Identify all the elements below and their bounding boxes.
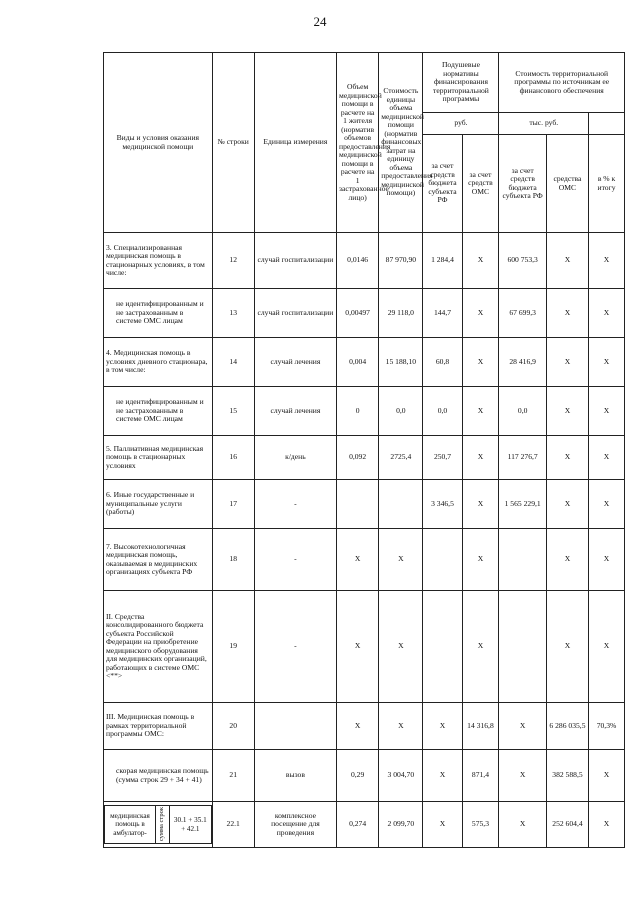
row-pc-oms: 871,4 [462,750,499,802]
row-pc-oms: X [462,529,499,591]
row-pc-budget: 1 284,4 [423,233,462,289]
header-pc-budget: за счет средств бюджета субъекта РФ [423,135,462,233]
row-percent: X [589,338,625,387]
row-pc-budget: X [423,750,462,802]
row-pc-budget: 144,7 [423,289,462,338]
row-type: 4. Медицинская помощь в условиях дневного стационара, в том числе: [104,338,213,387]
header-percent-total: в % к итогу [589,135,625,233]
row-unit: случай госпитализации [254,233,336,289]
row-percent: X [589,436,625,480]
table-row [104,802,625,848]
row-pc-oms: 14 316,8 [462,703,499,750]
row-volume: 0,004 [337,338,379,387]
header-volume: Объем медицинской помощи в расчете на 1 жителя (норматив объемов предоставления медицинской помощи в расчете на 1 застрахованное лицо) [337,53,379,233]
row-type-composite [104,802,213,848]
row-total-budget: X [499,750,546,802]
row-volume: X [337,591,379,703]
row-total-oms: X [546,338,588,387]
row-cost: 0,0 [379,387,423,436]
row-total-oms: X [546,289,588,338]
header-program-cost: Стоимость территориальной программы по источникам ее финансового обеспечения [499,53,625,113]
row-type: скорая медицинская помощь (сумма строк 29 + 34 + 41) [104,750,213,802]
row-pc-oms: X [462,591,499,703]
row-volume: 0,092 [337,436,379,480]
row-percent: X [589,529,625,591]
row-volume: X [337,529,379,591]
row-pc-oms: 575,3 [462,802,499,848]
row-number: 19 [212,591,254,703]
row-unit: вызов [254,750,336,802]
row-number: 20 [212,703,254,750]
row-number: 17 [212,480,254,529]
row-unit [254,703,336,750]
header-per-capita-norms: Подушевые нормативы финансирования территориальной программы [423,53,499,113]
row-percent: X [589,591,625,703]
row-percent: X [589,387,625,436]
row-percent: X [589,480,625,529]
row-number: 14 [212,338,254,387]
row-total-budget: 600 753,3 [499,233,546,289]
row-pc-oms: X [462,289,499,338]
row-number: 13 [212,289,254,338]
row-unit: случай лечения [254,387,336,436]
row-unit: - [254,529,336,591]
row-cost [379,480,423,529]
row-number: 22.1 [212,802,254,848]
header-unit-thousand-rub: тыс. руб. [499,113,589,135]
row-type: III. Медицинская помощь в рамках территориальной программы ОМС: [104,703,213,750]
row-pc-budget [423,591,462,703]
table-row [104,387,625,436]
row-cost: 2725,4 [379,436,423,480]
row-volume: 0 [337,387,379,436]
header-total-budget: за счет средств бюджета субъекта РФ [499,135,546,233]
row-total-budget [499,529,546,591]
row-type: не идентифицированным и не застрахованным в системе ОМС лицам [104,289,213,338]
table-row [104,233,625,289]
row-pc-budget: X [423,703,462,750]
row-number: 15 [212,387,254,436]
header-type: Виды и условия оказания медицинской помощи [104,53,213,233]
row-volume: 0,00497 [337,289,379,338]
row-volume [337,480,379,529]
table-row [104,338,625,387]
table-row [104,529,625,591]
header-total-oms: средства ОМС [546,135,588,233]
header-blank [589,113,625,135]
row-number: 12 [212,233,254,289]
row-unit: - [254,591,336,703]
table-row [104,750,625,802]
table-row [104,591,625,703]
row-total-oms: X [546,436,588,480]
row-pc-budget [423,529,462,591]
row-percent: X [589,233,625,289]
row-percent: X [589,750,625,802]
row-unit: случай госпитализации [254,289,336,338]
row-pc-budget: 250,7 [423,436,462,480]
row-total-oms: 6 286 035,5 [546,703,588,750]
row-volume: 0,0146 [337,233,379,289]
row-unit: случай лечения [254,338,336,387]
row-total-budget: X [499,802,546,848]
row-total-oms: X [546,233,588,289]
row-pc-budget: 60,8 [423,338,462,387]
row-number: 18 [212,529,254,591]
row-cost: 15 188,10 [379,338,423,387]
row-type: II. Средства консолидированного бюджета субъекта Российской Федерации на приобретение медицинского оборудования для медицинских организаций, работающих в системе ОМС <**> [104,591,213,703]
row-type: 5. Паллиативная медицинская помощь в стационарных условиях [104,436,213,480]
table-row [104,436,625,480]
row-unit: - [254,480,336,529]
header-unit-cost: Стоимость единицы объема медицинской помощи (норматив финансовых затрат на единицу объема предоставления медицинской помощи) [379,53,423,233]
row-percent: 70,3% [589,703,625,750]
row-total-budget: 1 565 229,1 [499,480,546,529]
row-pc-budget: X [423,802,462,848]
row-percent: X [589,289,625,338]
row-volume: 0,274 [337,802,379,848]
row-total-oms: X [546,591,588,703]
row-type-vertical-cell [156,806,170,843]
row-cost: 2 099,70 [379,802,423,848]
row-cost: X [379,703,423,750]
row-type: 6. Иные государственные и муниципальные услуги (работы) [104,480,213,529]
row-total-budget: 28 416,9 [499,338,546,387]
row-volume: 0,29 [337,750,379,802]
row-total-oms: X [546,387,588,436]
row-pc-budget: 3 346,5 [423,480,462,529]
row-type-subtable [104,805,212,843]
row-pc-oms: X [462,387,499,436]
header-pc-oms: за счет средств ОМС [462,135,499,233]
row-unit: к/день [254,436,336,480]
row-pc-oms: X [462,338,499,387]
row-number: 16 [212,436,254,480]
row-type: 3. Специализированная медицинская помощь в стационарных условиях, в том числе: [104,233,213,289]
row-total-budget: X [499,703,546,750]
header-unit-rub: руб. [423,113,499,135]
row-cost: X [379,591,423,703]
table-row [104,703,625,750]
row-pc-budget: 0,0 [423,387,462,436]
row-pc-oms: X [462,436,499,480]
row-total-oms: 252 604,4 [546,802,588,848]
row-pc-oms: X [462,480,499,529]
row-type-sum-formula: 30.1 + 35.1 + 42.1 [170,806,212,843]
row-type-vertical-label: сумма строк [158,807,165,842]
row-total-oms: X [546,529,588,591]
header-unit: Единица измерения [254,53,336,233]
row-number: 21 [212,750,254,802]
row-cost: 3 004,70 [379,750,423,802]
row-cost: 87 970,90 [379,233,423,289]
row-type: не идентифицированным и не застрахованным в системе ОМС лицам [104,387,213,436]
row-unit: комплексное посещение для проведения [254,802,336,848]
page-number: 24 [313,14,327,29]
row-volume: X [337,703,379,750]
row-percent: X [589,802,625,848]
row-cost: 29 118,0 [379,289,423,338]
row-total-budget: 0,0 [499,387,546,436]
row-total-oms: 382 588,5 [546,750,588,802]
table-row [104,289,625,338]
table-row [104,480,625,529]
row-total-budget: 117 276,7 [499,436,546,480]
row-cost: X [379,529,423,591]
row-total-budget [499,591,546,703]
row-pc-oms: X [462,233,499,289]
header-row-number: № строки [212,53,254,233]
row-total-budget: 67 699,3 [499,289,546,338]
row-type-label: медицинская помощь в амбулатор- [105,806,156,843]
row-type: 7. Высокотехнологичная медицинская помощь, оказываемая в медицинских организациях субъекта РФ [104,529,213,591]
financing-table [103,52,625,848]
row-total-oms: X [546,480,588,529]
